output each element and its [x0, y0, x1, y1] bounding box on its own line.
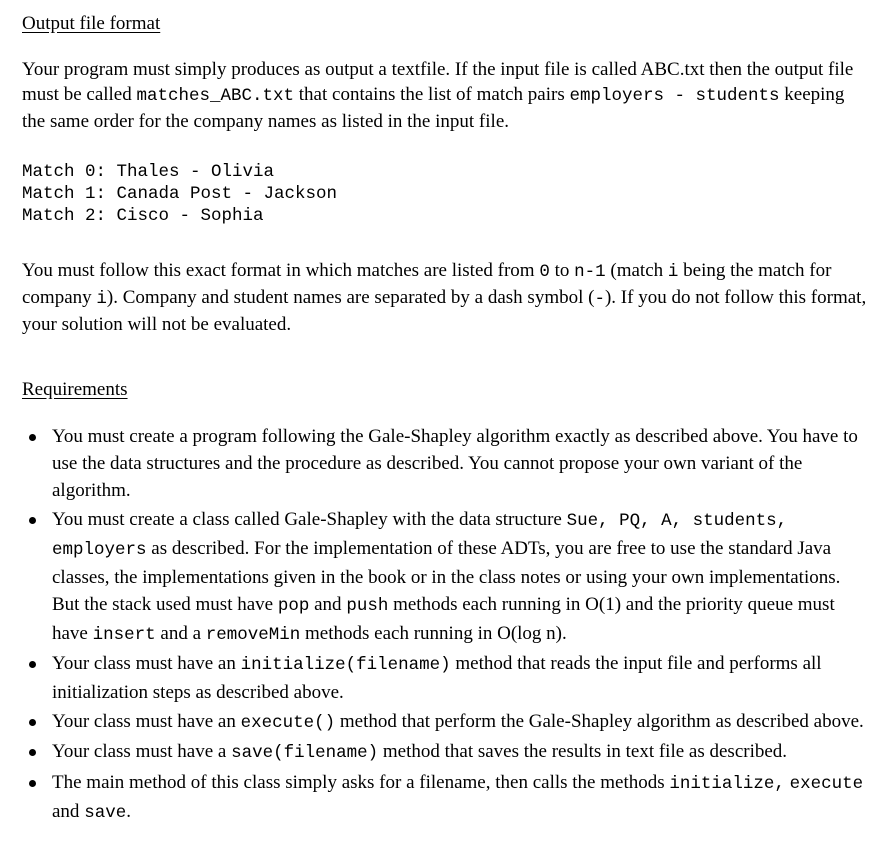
code-inline: execute() [240, 712, 336, 733]
text: that contains the list of match pairs [294, 84, 570, 105]
code-inline: pop [277, 595, 310, 616]
code-inline: n-1 [574, 262, 606, 282]
text: methods each running in O(log n). [300, 622, 567, 644]
match-line: Match 1: Canada Post - Jackson [22, 184, 338, 204]
text: method that perform the Gale-Shapley algorithm as described above. [335, 710, 864, 732]
list-item [0, 506, 866, 649]
match-line: Match 2: Cisco - Sophia [22, 206, 264, 226]
code-inline: - [594, 289, 605, 309]
code-inline: push [346, 595, 389, 616]
text: You must create a class called Gale-Shapley with the data structure [52, 508, 567, 530]
list-item [0, 738, 866, 767]
match-line: Match 0: Thales - Olivia [22, 162, 275, 182]
requirements-heading: Requirements [22, 379, 128, 400]
bullet-icon [29, 749, 36, 756]
bullet-icon [29, 661, 36, 668]
text: Your program must simply produces as output a textfile. If the input file is called ABC.txt then the output file must be called [22, 59, 854, 105]
text: method that saves the results in text file as described. [378, 741, 788, 762]
code-inline: i [96, 289, 107, 309]
text: method that reads the input file and performs all initialization steps as described above. [52, 653, 822, 703]
output-format-paragraph [22, 57, 872, 134]
text: You must create a program following the Gale-Shapley algorithm exactly as described above. You have to use the data structures and the procedure as described. You cannot propose your own variant of the algorithm. [52, 426, 858, 501]
text: ). Company and student names are separated by a dash symbol ( [106, 287, 595, 308]
text: to [549, 260, 575, 281]
list-item [0, 708, 866, 737]
text: You must follow this exact format in which matches are listed from [22, 260, 540, 281]
text: methods each running in O(1) and the priority queue must have [52, 593, 835, 644]
match-output-example [22, 161, 337, 227]
text: (match [605, 260, 668, 281]
code-pair-format: employers - students [569, 86, 780, 106]
code-inline: save [84, 802, 127, 823]
text: and a [155, 622, 206, 644]
text: Your class must have an [52, 653, 241, 674]
format-rules-paragraph [22, 258, 872, 337]
code-inline: execute [789, 773, 864, 794]
list-item [0, 650, 866, 706]
text: ). If you do not follow this format, your solution will not be evaluated. [22, 287, 867, 335]
text: as described. For the implementation of these ADTs, you are free to use the standard Java classes, the implementations given in the book or in the class notes or using your own implementations. But the stack used must have [52, 537, 841, 615]
text: keeping the same order for the company names as listed in the input file. [22, 84, 845, 132]
code-inline: Sue, PQ, A, students, employers [52, 510, 788, 560]
bullet-icon [29, 434, 36, 441]
code-inline: insert [92, 624, 156, 645]
text: and [52, 800, 85, 822]
text: Your class must have an [52, 710, 241, 732]
code-inline: save(filename) [231, 743, 379, 763]
code-inline: i [667, 262, 679, 282]
text: . [126, 800, 131, 822]
bullet-icon [29, 517, 36, 524]
code-inline: initialize(filename) [240, 655, 451, 675]
list-item [0, 769, 866, 827]
output-format-heading: Output file format [22, 13, 161, 34]
text: Your class must have a [52, 741, 232, 762]
list-item [0, 423, 866, 504]
code-inline: initialize, [669, 773, 785, 794]
text: The main method of this class simply asks for a filename, then calls the methods [52, 771, 670, 793]
code-inline: removeMin [205, 624, 301, 645]
code-inline: 0 [539, 262, 550, 282]
text: being the match for company [22, 260, 832, 308]
code-output-filename: matches_ABC.txt [136, 86, 295, 106]
text: and [309, 593, 347, 615]
requirements-list [0, 423, 866, 828]
bullet-icon [29, 719, 36, 726]
bullet-icon [29, 780, 36, 787]
